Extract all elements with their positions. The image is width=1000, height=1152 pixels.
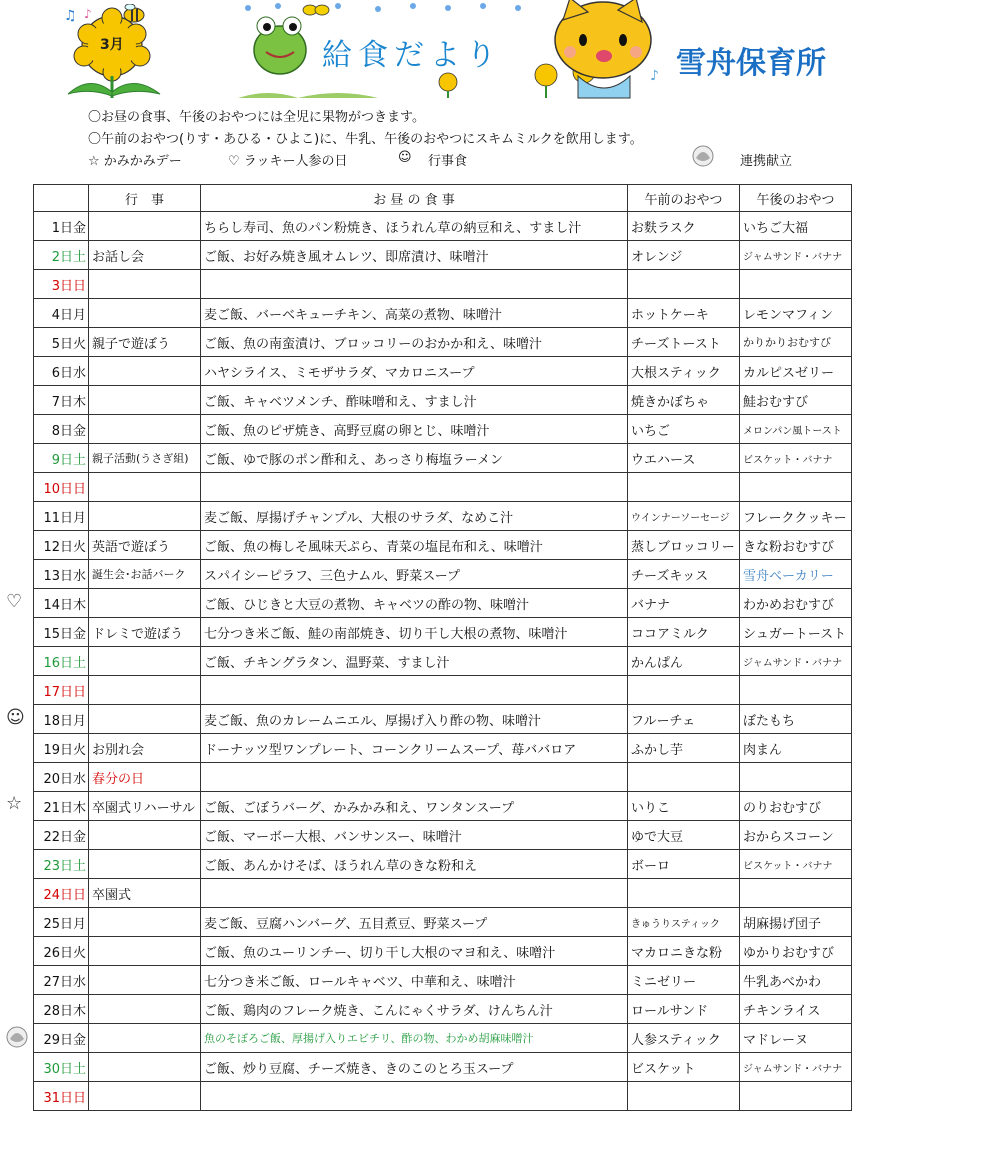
date-cell: 17日日 [34,676,89,705]
event-cell [89,502,201,531]
lunch-cell: ご飯、鶏肉のフレーク焼き、こんにゃくサラダ、けんちん汁 [201,995,628,1024]
note-fruit: 〇お昼の食事、午後のおやつには全児に果物がつきます。 [88,110,425,125]
table-row [34,415,852,444]
lunch-cell: ご飯、魚の梅しそ風味天ぷら、青菜の塩昆布和え、味噌汁 [201,531,628,560]
header-lunch: お 昼 の 食 事 [201,185,628,212]
am-snack-cell [628,270,740,299]
table-row [34,821,852,850]
svg-text:♫: ♫ [64,8,77,24]
month-badge: 3月 [100,37,124,53]
pm-snack-cell [740,270,852,299]
event-cell: 親子で遊ぼう [89,328,201,357]
pm-snack-cell: ビスケット・バナナ [740,850,852,879]
pm-snack-cell: 肉まん [740,734,852,763]
am-snack-cell: ボーロ [628,850,740,879]
date-cell: 12日火 [34,531,89,560]
lunch-cell [201,473,628,502]
lunch-cell: 七分つき米ご飯、ロールキャベツ、中華和え、味噌汁 [201,966,628,995]
am-snack-cell: オレンジ [628,241,740,270]
table-row [34,705,852,734]
event-cell [89,1053,201,1082]
event-cell [89,299,201,328]
am-snack-cell: ふかし芋 [628,734,740,763]
date-cell: 5日火 [34,328,89,357]
lunch-cell: 麦ご飯、豆腐ハンバーグ、五目煮豆、野菜スープ [201,908,628,937]
date-cell: 20日水 [34,763,89,792]
am-snack-cell: 蒸しブロッコリー [628,531,740,560]
lunch-cell [201,879,628,908]
am-snack-cell [628,1082,740,1111]
event-cell: 誕生会･お話バーク [89,560,201,589]
am-snack-cell: チーズトースト [628,328,740,357]
table-row [34,270,852,299]
table-row [34,1024,852,1053]
date-cell: 24日日 [34,879,89,908]
table-row [34,473,852,502]
pm-snack-cell: のりおむすび [740,792,852,821]
pm-snack-cell: ビスケット・バナナ [740,444,852,473]
am-snack-cell: ウインナーソーセージ [628,502,740,531]
table-row [34,937,852,966]
table-row [34,966,852,995]
am-snack-cell: チーズキッス [628,560,740,589]
am-snack-cell [628,473,740,502]
lunch-cell: ご飯、ゆで豚のポン酢和え、あっさり梅塩ラーメン [201,444,628,473]
pm-snack-cell: ジャムサンド・バナナ [740,241,852,270]
lunch-cell [201,270,628,299]
pm-snack-cell: かりかりおむすび [740,328,852,357]
note-milk: 〇午前のおやつ(りす・あひる・ひよこ)に、牛乳、午後のおやつにスキムミルクを飲用します。 [88,132,643,147]
event-cell: 卒園式 [89,879,201,908]
am-snack-cell: ココアミルク [628,618,740,647]
event-cell [89,821,201,850]
event-cell: 英語で遊ぼう [89,531,201,560]
lunch-cell: ハヤシライス、ミモザサラダ、マカロニスープ [201,357,628,386]
header-am-snack: 午前のおやつ [628,185,740,212]
lunch-cell: ご飯、マーボー大根、バンサンスー、味噌汁 [201,821,628,850]
am-snack-cell: いりこ [628,792,740,821]
date-cell: 19日火 [34,734,89,763]
lunch-cell: 麦ご飯、厚揚げチャンプル、大根のサラダ、なめこ汁 [201,502,628,531]
event-cell [89,705,201,734]
pm-snack-cell: メロンパン風トースト [740,415,852,444]
am-snack-cell: フルーチェ [628,705,740,734]
pm-snack-cell: ジャムサンド・バナナ [740,1053,852,1082]
header-pm-snack: 午後のおやつ [740,185,852,212]
table-header-row [34,185,852,212]
pm-snack-cell: ジャムサンド・バナナ [740,647,852,676]
date-cell: 29日金 [34,1024,89,1053]
event-cell [89,589,201,618]
am-snack-cell: ウエハース [628,444,740,473]
lunch-cell: ご飯、チキングラタン、温野菜、すまし汁 [201,647,628,676]
am-snack-cell: 人参スティック [628,1024,740,1053]
pm-snack-cell: 鮭おむすび [740,386,852,415]
am-snack-cell: ミニゼリー [628,966,740,995]
pm-snack-cell: わかめおむすび [740,589,852,618]
svg-text:♪: ♪ [84,7,92,21]
table-row [34,386,852,415]
event-cell [89,415,201,444]
pm-snack-cell: 胡麻揚げ団子 [740,908,852,937]
svg-text:♪: ♪ [650,68,659,84]
header-event: 行 事 [89,185,201,212]
date-cell: 6日水 [34,357,89,386]
lunch-cell: ドーナッツ型ワンプレート、コーンクリームスープ、苺ババロア [201,734,628,763]
date-cell: 8日金 [34,415,89,444]
date-cell: 7日木 [34,386,89,415]
lunch-cell: 麦ご飯、魚のカレームニエル、厚揚げ入り酢の物、味噌汁 [201,705,628,734]
am-snack-cell: ゆで大豆 [628,821,740,850]
event-cell: 春分の日 [89,763,201,792]
lunch-cell: ご飯、魚の南蛮漬け、ブロッコリーのおかか和え、味噌汁 [201,328,628,357]
table-row [34,850,852,879]
table-row [34,1053,852,1082]
event-cell: ドレミで遊ぼう [89,618,201,647]
event-cell [89,357,201,386]
table-row [34,908,852,937]
pm-snack-cell: レモンマフィン [740,299,852,328]
table-row [34,212,852,241]
table-row [34,995,852,1024]
pm-snack-cell [740,676,852,705]
am-snack-cell: お麩ラスク [628,212,740,241]
am-snack-cell: 大根スティック [628,357,740,386]
lunch-cell [201,763,628,792]
am-snack-cell: バナナ [628,589,740,618]
table-row [34,502,852,531]
legend-collab-menu: 連携献立 [740,154,793,169]
header-date [34,185,89,212]
date-cell: 23日土 [34,850,89,879]
event-cell [89,1082,201,1111]
event-cell [89,995,201,1024]
date-cell: 16日土 [34,647,89,676]
lunch-cell: ご飯、魚のピザ焼き、高野豆腐の卵とじ、味噌汁 [201,415,628,444]
event-cell [89,386,201,415]
date-cell: 30日土 [34,1053,89,1082]
lunch-cell: ご飯、ごぼうバーグ、かみかみ和え、ワンタンスープ [201,792,628,821]
event-cell: 親子活動(うさぎ組) [89,444,201,473]
table-row [34,589,852,618]
event-cell [89,1024,201,1053]
lunch-cell: 七分つき米ご飯、鮭の南部焼き、切り干し大根の煮物、味噌汁 [201,618,628,647]
am-snack-cell: ビスケット [628,1053,740,1082]
lunch-cell: ご飯、ひじきと大豆の煮物、キャベツの酢の物、味噌汁 [201,589,628,618]
table-row [34,647,852,676]
monthly-menu-table [33,184,852,1111]
event-cell: 卒園式リハーサル [89,792,201,821]
am-snack-cell: ロールサンド [628,995,740,1024]
event-cell [89,676,201,705]
event-cell [89,850,201,879]
lunch-cell: ご飯、キャベツメンチ、酢味噌和え、すまし汁 [201,386,628,415]
date-cell: 22日金 [34,821,89,850]
pm-snack-cell: チキンライス [740,995,852,1024]
lunch-cell: ご飯、炒り豆腐、チーズ焼き、きのこのとろ玉スープ [201,1053,628,1082]
table-row [34,879,852,908]
pm-snack-cell: シュガートースト [740,618,852,647]
table-row [34,1082,852,1111]
date-cell: 18日月 [34,705,89,734]
am-snack-cell: いちご [628,415,740,444]
date-cell: 27日水 [34,966,89,995]
date-cell: 4日月 [34,299,89,328]
date-cell: 31日日 [34,1082,89,1111]
legend-lucky-carrot: ♡ ラッキー人参の日 [228,154,348,169]
newsletter-title: 給食だより [322,38,502,73]
am-snack-cell: ホットケーキ [628,299,740,328]
am-snack-cell: 焼きかぼちゃ [628,386,740,415]
date-cell: 2日土 [34,241,89,270]
date-cell: 25日月 [34,908,89,937]
lunch-cell: ご飯、あんかけそば、ほうれん草のきな粉和え [201,850,628,879]
table-row [34,618,852,647]
lunch-cell: ご飯、魚のユーリンチー、切り干し大根のマヨ和え、味噌汁 [201,937,628,966]
table-row [34,734,852,763]
collab-icon [690,144,716,168]
date-cell: 26日火 [34,937,89,966]
date-cell: 11日月 [34,502,89,531]
table-row [34,299,852,328]
date-cell: 10日日 [34,473,89,502]
am-snack-cell [628,763,740,792]
table-row [34,328,852,357]
legend-event-meal: 行事食 [428,154,468,169]
event-cell [89,966,201,995]
event-cell [89,908,201,937]
pm-snack-cell: フレーククッキー [740,502,852,531]
date-cell: 1日金 [34,212,89,241]
event-cell: お話し会 [89,241,201,270]
legend-event-meal-icon: ☺ [398,150,412,165]
lunch-cell [201,1082,628,1111]
heart-icon: ♡ [6,591,23,612]
table-row [34,676,852,705]
am-snack-cell [628,879,740,908]
event-cell [89,212,201,241]
pm-snack-cell [740,1082,852,1111]
am-snack-cell: マカロニきな粉 [628,937,740,966]
date-cell: 28日木 [34,995,89,1024]
lunch-cell: スパイシーピラフ、三色ナムル、野菜スープ [201,560,628,589]
star-icon: ☆ [6,793,23,814]
lunch-cell: ご飯、お好み焼き風オムレツ、即席漬け、味噌汁 [201,241,628,270]
collab-icon-row29 [4,1025,30,1049]
pm-snack-cell: 雪舟ベーカリー [740,560,852,589]
event-cell [89,647,201,676]
am-snack-cell: きゅうりスティック [628,908,740,937]
pm-snack-cell: おからスコーン [740,821,852,850]
table-row [34,763,852,792]
pm-snack-cell: ゆかりおむすび [740,937,852,966]
pm-snack-cell: ぼたもち [740,705,852,734]
pm-snack-cell [740,763,852,792]
date-cell: 13日水 [34,560,89,589]
school-name: 雪舟保育所 [676,46,826,81]
event-cell [89,270,201,299]
smile-icon: ☺ [6,707,25,728]
table-row [34,792,852,821]
date-cell: 21日木 [34,792,89,821]
pm-snack-cell [740,473,852,502]
date-cell: 9日土 [34,444,89,473]
event-cell [89,473,201,502]
pm-snack-cell: マドレーヌ [740,1024,852,1053]
lunch-cell: 魚のそぼろご飯、厚揚げ入りエビチリ、酢の物、わかめ胡麻味噌汁 [201,1024,628,1053]
event-cell: お別れ会 [89,734,201,763]
table-row [34,560,852,589]
table-row [34,357,852,386]
lunch-cell [201,676,628,705]
pm-snack-cell: いちご大福 [740,212,852,241]
event-cell [89,937,201,966]
legend-kamikami: ☆ かみかみデー [88,154,182,169]
table-row [34,531,852,560]
date-cell: 14日木 [34,589,89,618]
pm-snack-cell: カルピスゼリー [740,357,852,386]
lunch-cell: 麦ご飯、バーベキューチキン、高菜の煮物、味噌汁 [201,299,628,328]
pm-snack-cell: きな粉おむすび [740,531,852,560]
date-cell: 3日日 [34,270,89,299]
am-snack-cell: かんぱん [628,647,740,676]
table-row [34,241,852,270]
lunch-cell: ちらし寿司、魚のパン粉焼き、ほうれん草の納豆和え、すまし汁 [201,212,628,241]
am-snack-cell [628,676,740,705]
pm-snack-cell: 牛乳あべかわ [740,966,852,995]
date-cell: 15日金 [34,618,89,647]
table-row [34,444,852,473]
pm-snack-cell [740,879,852,908]
